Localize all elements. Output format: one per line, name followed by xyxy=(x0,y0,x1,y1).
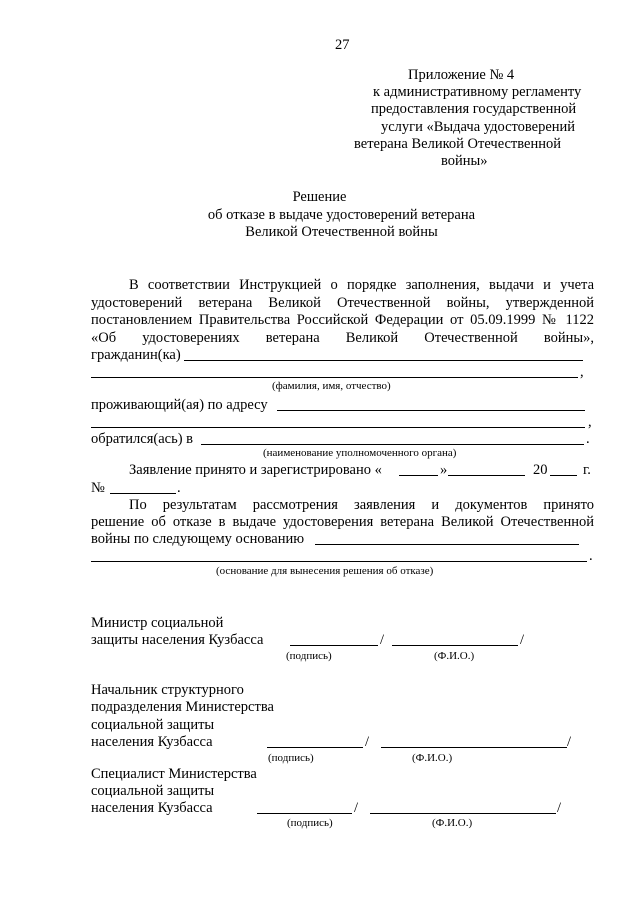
specialist-title: социальной защиты xyxy=(91,783,215,799)
caption-reason: (основание для вынесения решения об отказе) xyxy=(216,565,434,577)
paragraph-line: В соответствии Инструкцией о порядке заполнения, выдачи и учета xyxy=(129,277,594,293)
reason-field-cont[interactable] xyxy=(91,561,587,562)
appendix-line: к административному регламенту xyxy=(373,84,582,100)
citizen-label: гражданин(ка) xyxy=(91,347,181,363)
year-field[interactable] xyxy=(550,475,577,476)
slash: / xyxy=(567,734,572,750)
specialist-signature-field[interactable] xyxy=(257,813,352,814)
appendix-line: услуги «Выдача удостоверений xyxy=(381,119,576,135)
address-field-cont[interactable] xyxy=(91,427,585,428)
caption-name: (Ф.И.О.) xyxy=(432,817,473,829)
address-field[interactable] xyxy=(277,410,585,411)
slash: / xyxy=(520,632,525,648)
number-sign: № xyxy=(91,480,105,496)
period: . xyxy=(589,548,593,564)
accepted-text: Заявление принято и зарегистрировано « xyxy=(129,462,382,478)
paragraph-line: решение об отказе в выдаче удостоверения ветерана Великой Отечественной xyxy=(91,514,594,530)
head-title: населения Кузбасса xyxy=(91,734,213,750)
caption-signature: (подпись) xyxy=(268,752,314,764)
comma: , xyxy=(588,414,592,430)
appendix-line: войны» xyxy=(441,153,488,169)
page-number: 27 xyxy=(335,37,350,53)
head-name-field[interactable] xyxy=(381,747,567,748)
paragraph-line: постановлением Правительства Российской Федерации от 05.09.1999 № 1122 xyxy=(91,312,594,328)
slash: / xyxy=(365,734,370,750)
reason-field[interactable] xyxy=(315,544,579,545)
period: . xyxy=(586,431,590,447)
slash: / xyxy=(557,800,562,816)
title-line: Решение xyxy=(292,189,347,205)
caption-name: (Ф.И.О.) xyxy=(434,650,475,662)
registration-number-field[interactable] xyxy=(110,493,176,494)
minister-title: защиты населения Кузбасса xyxy=(91,632,264,648)
slash: / xyxy=(380,632,385,648)
appendix-line: предоставления государственной xyxy=(371,101,577,117)
caption-signature: (подпись) xyxy=(286,650,332,662)
slash: / xyxy=(354,800,359,816)
minister-name-field[interactable] xyxy=(392,645,518,646)
citizen-name-field-cont[interactable] xyxy=(91,377,578,378)
specialist-title: Специалист Министерства xyxy=(91,766,257,782)
caption-organ: (наименование уполномоченного органа) xyxy=(263,447,457,459)
caption-name: (Ф.И.О.) xyxy=(412,752,453,764)
accepted-year-suffix: г. xyxy=(583,462,591,478)
citizen-name-field[interactable] xyxy=(184,360,583,361)
head-title: Начальник структурного xyxy=(91,682,244,698)
caption-fio: (фамилия, имя, отчество) xyxy=(272,380,391,392)
title-line: об отказе в выдаче удостоверений ветерана xyxy=(207,207,476,223)
head-title: подразделения Министерства xyxy=(91,699,274,715)
paragraph-line: войны по следующему основанию xyxy=(91,531,305,547)
day-field[interactable] xyxy=(399,475,438,476)
accepted-quote: » xyxy=(440,462,448,478)
paragraph-line: «Об удостоверениях ветерана Великой Отечественной войны», xyxy=(91,330,594,346)
applied-label: обратился(ась) в xyxy=(91,431,193,447)
organ-field[interactable] xyxy=(201,444,584,445)
specialist-title: населения Кузбасса xyxy=(91,800,213,816)
appendix-line: ветерана Великой Отечественной xyxy=(354,136,561,152)
accepted-year-prefix: 20 xyxy=(533,462,548,478)
minister-title: Министр социальной xyxy=(91,615,224,631)
caption-signature: (подпись) xyxy=(287,817,333,829)
address-label: проживающий(ая) по адресу xyxy=(91,397,268,413)
specialist-name-field[interactable] xyxy=(370,813,556,814)
head-signature-field[interactable] xyxy=(267,747,363,748)
paragraph-line: удостоверений ветерана Великой Отечественной войны, утвержденной xyxy=(91,295,594,311)
paragraph-line: По результатам рассмотрения заявления и документов принято xyxy=(129,497,594,513)
head-title: социальной защиты xyxy=(91,717,215,733)
comma: , xyxy=(580,364,584,380)
month-field[interactable] xyxy=(448,475,525,476)
minister-signature-field[interactable] xyxy=(290,645,378,646)
dot: . xyxy=(177,480,181,496)
appendix-line: Приложение № 4 xyxy=(408,67,515,83)
title-line: Великой Отечественной войны xyxy=(245,224,438,240)
